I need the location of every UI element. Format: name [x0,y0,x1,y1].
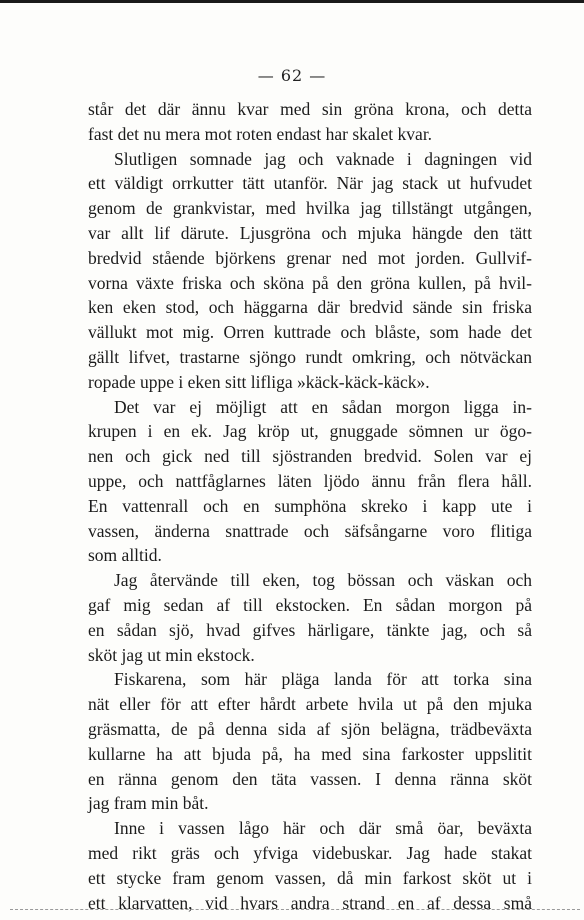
text-line: Slutligen somnade jag och vaknade i dagningen vid [114,148,532,169]
text-line: En vattenrall och en sumphöna skreko i kapp ute i [88,495,532,516]
text-line: sköt jag ut min ekstock. [88,644,255,665]
text-line: nät eller för att efter hårdt arbete hvila ut på den mjuka [88,694,532,715]
text-line: ken eken stod, och häggarna där bredvid sände sin friska [88,297,532,318]
text-line: vällukt mot mig. Orren kuttrade och blåste, som hade det [88,322,532,343]
text-line: med rikt gräs och yfviga videbuskar. Jag hade stakat [88,842,532,863]
text-line: var allt lif därute. Ljusgröna och mjuka hängde den tätt [88,222,532,243]
text-line: Inne i vassen lågo här och där små öar, beväxta [114,818,532,839]
text-line: Jag återvände till eken, tog bössan och väskan och [114,570,532,591]
text-line: Fiskarena, som här pläga landa för att torka sina [114,669,532,690]
text-line: ett stycke fram genom vassen, då min farkost sköt ut i [88,867,532,888]
text-line: fast det nu mera mot roten endast har skalet kvar. [88,123,433,144]
text-line: ett väldigt orrkutter tätt utanför. När jag stack ut hufvudet [88,173,532,194]
text-line: står det där ännu kvar med sin gröna krona, och detta [88,99,532,119]
bottom-edge-rule [10,909,580,910]
text-line: bredvid stående björkens grenar ned mot jorden. Gullvif- [88,247,532,268]
text-line: gällt lifvet, trastarne sjöngo rundt omkring, och nötväckan [88,346,532,367]
text-line: gräsmatta, de på denna sida af sjön belägna, trädbeväxta [88,718,532,739]
body-text [88,97,532,915]
text-line: kullarne ha att bjuda på, ha med sina farkoster uppslitit [88,743,532,764]
top-edge-rule [0,0,584,3]
text-line: jag fram min båt. [88,793,209,814]
text-line: vassen, änderna snattrade och säfsångarne voro flitiga [88,520,532,541]
text-line: gaf mig sedan af till ekstocken. En sådan morgon på [88,594,532,615]
text-line: ropade uppe i eken sitt lifliga »käck-käck-käck». [88,371,430,392]
text-line: genom de grankvistar, med hvilka jag tillstängt utgången, [88,198,532,219]
text-line: vorna växte friska och sköna på den gröna kullen, på hvil- [88,272,532,293]
text-line: en ränna genom den täta vassen. I denna ränna sköt [88,768,532,789]
text-line: Det var ej möjligt att en sådan morgon ligga in- [114,396,532,417]
text-line: nen och gick ned till sjöstranden bredvid. Solen var ej [88,446,532,467]
page-number: — 62 — [257,66,327,85]
text-line: som alltid. [88,545,162,566]
text-line: uppe, och nattfåglarnes läten ljödo ännu från flera håll. [88,470,532,491]
text-line: krupen i en ek. Jag kröp ut, gnuggade sömnen ur ögo- [88,421,532,442]
text-line: en sådan sjö, hvad gifves härligare, tänkte jag, och så [88,619,532,640]
text-line: ett klarvatten, vid hvars andra strand en af dessa små [88,892,532,913]
